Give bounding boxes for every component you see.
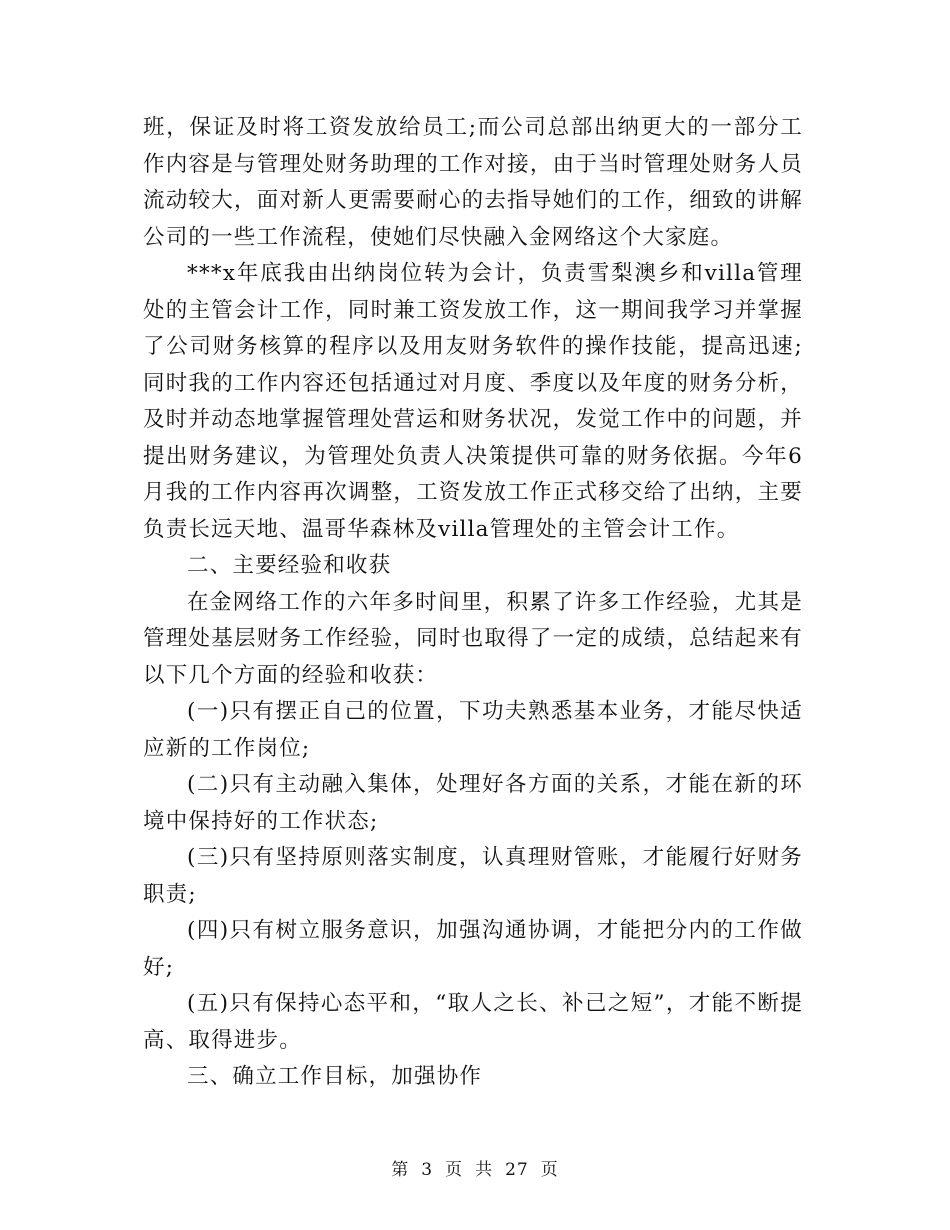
paragraph-2: ***x年底我由出纳岗位转为会计，负责雪梨澳乡和villa管理处的主管会计工作，同时兼工资发放工作，这一期间我学习并掌握了公司财务核算的程序以及用友财务软件的操作技能，提高迅速;同时我的工作内容还包括通过对月度、季度以及年度的财务分析，及时并动态地掌握管理处营运和财务状况，发觉工作中的问题，并提出财务建议，为管理处负责人决策提供可靠的财务依据。今年6月我的工作内容再次调整，工资发放工作正式移交给了出纳，主要负责长远天地、温哥华森林及villa管理处的主管会计工作。: [143, 261, 803, 542]
list-item-2: (二)只有主动融入集体，处理好各方面的关系，才能在新的环境中保持好的工作状态;: [143, 772, 803, 834]
list-item-4: (四)只有树立服务意识，加强沟通协调，才能把分内的工作做好;: [143, 918, 803, 980]
page-footer: [0, 1155, 950, 1180]
footer-total-pages: 27: [505, 1160, 529, 1180]
list-item-1: (一)只有摆正自己的位置，下功夫熟悉基本业务，才能尽快适应新的工作岗位;: [143, 699, 803, 761]
document-body: [143, 110, 803, 1096]
paragraph-1: 班，保证及时将工资发放给员工;而公司总部出纳更大的一部分工作内容是与管理处财务助理的工作对接，由于当时管理处财务人员流动较大，面对新人更需要耐心的去指导她们的工作，细致的讲解公司的一些工作流程，使她们尽快融入金网络这个大家庭。: [143, 115, 803, 250]
footer-current-page: 3: [421, 1160, 434, 1180]
footer-prefix: 第: [391, 1160, 410, 1180]
footer-total-word: 共: [475, 1160, 494, 1180]
section-heading-3: 三、确立工作目标，加强协作: [187, 1064, 483, 1089]
footer-suffix: 页: [540, 1160, 559, 1180]
footer-page-word: 页: [445, 1160, 464, 1180]
section-heading-2: 二、主要经验和收获: [187, 553, 392, 578]
list-item-5: (五)只有保持心态平和，“取人之长、补己之短”，才能不断提高、取得进步。: [143, 991, 803, 1053]
paragraph-3: 在金网络工作的六年多时间里，积累了许多工作经验，尤其是管理处基层财务工作经验，同时也取得了一定的成绩，总结起来有以下几个方面的经验和收获：: [143, 589, 803, 688]
list-item-3: (三)只有坚持原则落实制度，认真理财管账，才能履行好财务职责;: [143, 845, 803, 907]
